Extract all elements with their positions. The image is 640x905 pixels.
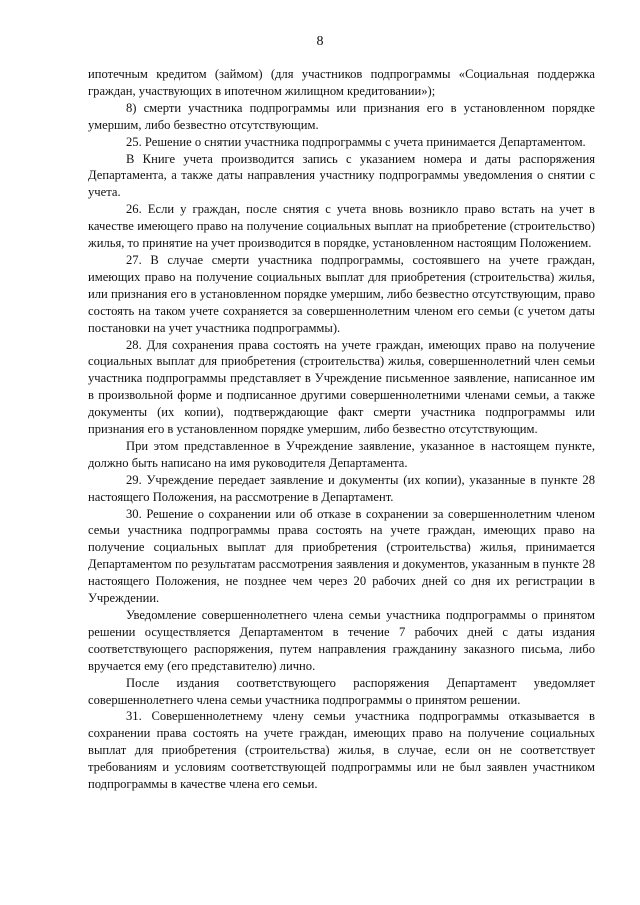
paragraph-book-record: В Книге учета производится запись с указанием номера и даты распоряжения Департамента, а также даты направления участнику подпрограммы уведомления о снятии с учета. xyxy=(88,151,595,200)
paragraph-clause-28: 28. Для сохранения права состоять на учете граждан, имеющих право на получение социальных выплат для приобретения (строительства) жилья, совершеннолетний член семьи участника подпрограммы представляет в Учреждение письменное заявление, написанное им в произвольной форме и подписанное другими совершеннолетними членами семьи, а также документы (их копии), подтверждающие факт смерти участника подпрограммы или признания его в установленном порядке умершим, либо безвестно отсутствующим. xyxy=(88,337,595,437)
paragraph-clause-30: 30. Решение о сохранении или об отказе в сохранении за совершеннолетним членом семьи участника подпрограммы права состоять на учете граждан, имеющих право на получение социальных выплат для приобретения (строительства) жилья, принимается Департаментом по результатам рассмотрения заявления и документов, указанным в пункте 28 настоящего Положения, не позднее чем через 20 рабочих дней со дня их регистрации в Учреждении. xyxy=(88,506,595,606)
paragraph-clause-27: 27. В случае смерти участника подпрограммы, состоявшего на учете граждан, имеющих право на получение социальных выплат для приобретения (строительства) жилья, или признания его в установленном порядке умершим, либо безвестно отсутствующим, право состоять на таком учете сохраняется за совершеннолетним членом его семьи (с учетом даты постановки на учет участника подпрограммы). xyxy=(88,252,595,335)
paragraph-continuation: ипотечным кредитом (займом) (для участников подпрограммы «Социальная поддержка граждан, участвующих в ипотечном жилищном кредитовании»); xyxy=(88,67,595,98)
paragraph-clause-25: 25. Решение о снятии участника подпрограммы с учета принимается Департаментом. xyxy=(126,134,586,149)
paragraph-clause-29: 29. Учреждение передает заявление и документы (их копии), указанные в пункте 28 настоящего Положения, на рассмотрение в Департамент. xyxy=(88,472,595,504)
paragraph-item-8: 8) смерти участника подпрограммы или признания его в установленном порядке умершим, либо безвестно отсутствующим. xyxy=(88,100,595,132)
document-body xyxy=(88,66,595,793)
paragraph-after-order: После издания соответствующего распоряжения Департамент уведомляет совершеннолетнего члена семьи участника подпрограммы о принятом решении. xyxy=(88,675,595,707)
paragraph-clause-31: 31. Совершеннолетнему члену семьи участника подпрограммы отказывается в сохранении права состоять на учете граждан, имеющих право на получение социальных выплат для приобретения (строительства) жилья, в случае, если он не соответствует требованиям и условиям соответствующей подпрограммы или не был заявлен участником подпрограммы в качестве члена его семьи. xyxy=(88,709,595,792)
page-number: 8 xyxy=(316,34,324,49)
paragraph-clause-26: 26. Если у граждан, после снятия с учета вновь возникло право встать на учет в качестве имеющего право на получение социальных выплат на приобретение (строительство) жилья, то принятие на учет производится в порядке, установленном настоящим Положением. xyxy=(88,202,595,251)
paragraph-notification: Уведомление совершеннолетнего члена семьи участника подпрограммы о принятом решении осуществляется Департаментом в течение 7 рабочих дней с даты издания соответствующего распоряжения, путем направления гражданину заказного письма, либо вручается ему (его представителю) лично. xyxy=(88,608,595,673)
paragraph-application-note: При этом представленное в Учреждение заявление, указанное в настоящем пункте, должно быть написано на имя руководителя Департамента. xyxy=(88,438,595,470)
